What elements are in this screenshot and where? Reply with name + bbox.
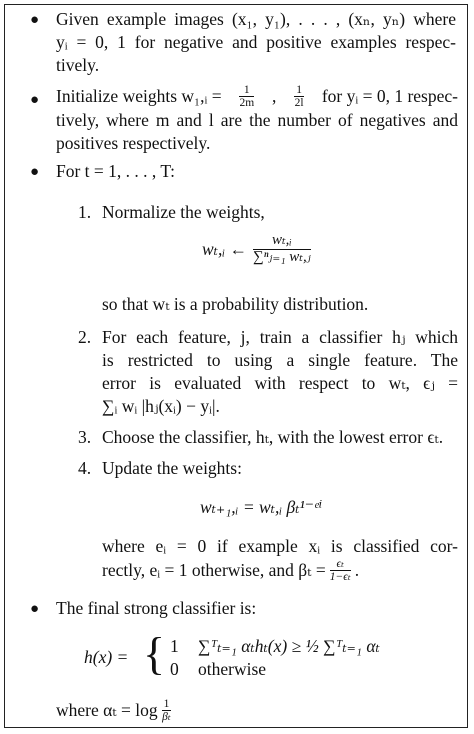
normalize-equation [202,233,311,266]
step3-number: 3. [78,427,92,447]
step2-line1: For each feature, j, train a classifier hⱼ which [102,327,458,347]
step4-line2 [102,558,359,583]
step4-text: Update the weights: [102,458,242,478]
comma: , [272,86,277,107]
init-frac-pos: $\frac{1}{2l}$ [294,84,304,110]
bullet2-line3: positives respectively. [56,133,211,153]
step2-number: 2. [78,327,92,347]
beta-fraction: $\frac{\text{ϵₜ}}{\text{1−ϵₜ}}$ [329,558,351,584]
period: . [354,560,360,581]
classifier-lhs: h(x) = [84,647,129,667]
alpha-definition [56,698,171,723]
init-weights-condition: for yᵢ = 0, 1 respec- [321,86,458,107]
bullet2-line2: tively, where m and l are the number of negatives and [56,110,458,130]
case1-condition: ∑ᵀₜ₌₁ αₜhₜ(x) ≥ ½ ∑ᵀₜ₌₁ αₜ [198,636,380,656]
step2-line3: error is evaluated with respect to wₜ, ϵⱼ = [102,373,458,393]
bullet1-line2: yᵢ = 0, 1 for negative and positive examples respec- [56,32,456,52]
bullet1-line1: Given example images (x₁, y₁), . . . , (xₙ, yₙ) where [56,9,456,29]
bullet-marker: ● [30,12,40,28]
bullet2-line1 [56,84,458,109]
bullet1-line3: tively. [56,55,100,75]
alpha-text: where αₜ = log [56,700,158,721]
step3-text: Choose the classifier, hₜ, with the lowest error ϵₜ. [102,427,444,447]
step4-line2-text: rectly, eᵢ = 1 otherwise, and βₜ = [102,560,326,581]
case2-value: 0 [170,659,179,679]
step2-line4: ∑ᵢ wᵢ |hⱼ(xᵢ) − yᵢ|. [102,396,220,416]
normalize-fraction: $\frac{\text{wₜ,ᵢ}}{\text{∑ⁿⱼ₌₁ wₜ,ⱼ}}$ [253,232,311,265]
step1-after: so that wₜ is a probability distribution. [102,294,369,314]
bullet-marker: ● [30,164,40,180]
bullet4-line1: The final strong classifier is: [56,598,257,618]
update-equation: wₜ₊₁,ᵢ = wₜ,ᵢ βₜ¹⁻ᵉⁱ [200,497,323,517]
step1-number: 1. [78,202,92,222]
step2-line2: is restricted to using a single feature. The [102,350,458,370]
case1-value: 1 [170,636,179,656]
bullet-marker: ● [30,92,40,108]
case2-condition: otherwise [198,659,267,679]
normalize-lhs: wₜ,ᵢ ← [202,238,248,259]
step1-text: Normalize the weights, [102,202,265,222]
left-brace: { [143,628,166,679]
step4-line1: where eᵢ = 0 if example xᵢ is classified cor- [102,536,458,556]
alpha-fraction: $\frac{1}{\text{βₜ}}$ [162,698,171,724]
bullet3-line1: For t = 1, . . . , T: [56,161,176,181]
init-frac-neg: $\frac{1}{2m}$ [239,84,255,110]
step4-number: 4. [78,458,92,478]
bullet-marker: ● [30,601,40,617]
init-weights-text: Initialize weights w₁,ᵢ = [56,86,222,107]
